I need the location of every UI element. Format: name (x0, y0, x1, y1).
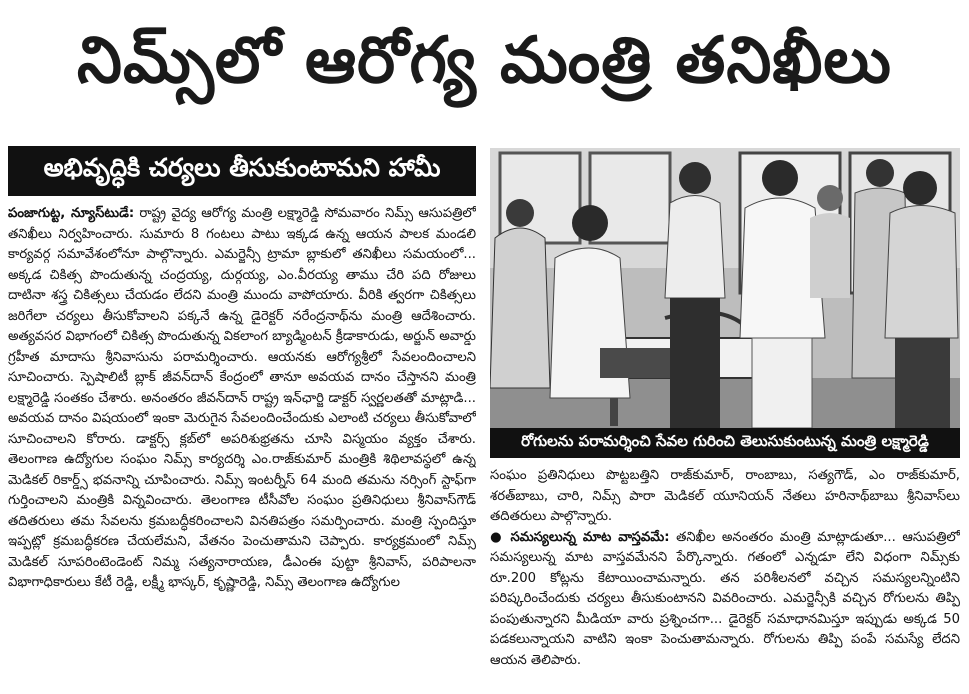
news-photo (490, 148, 960, 428)
article-right-para-2-text: తనిఖీల అనంతరం మంత్రి మాట్లాడుతూ... ఆసుపత్రిలో సమస్యలున్న మాట వాస్తవమేనని పేర్కొన్నారు. గతంలో ఎన్నడూ లేని విధంగా నిమ్స్‌కు రూ.200 కోట్లను కేటాయించామన్నారు. తన పరిశీలనలో వచ్చిన సమస్యలన్నింటిని పరిష్కరించేందుకు చర్యలు తీసుకుంటానని వివరించారు. ఎమర్జెన్సీకి వచ్చిన రోగులను తిప్పి పంపుతున్నారని మీడియా వారు ప్రశ్నించగా... డైరెక్టర్ సమాధానమిస్తూ ఇప్పుడు అక్కడ 50 పడకలున్నాయని వాటిని ఇంకా పెంచుతామన్నారు. రోగులను తిప్పి పంపే సమస్యే లేదని ఆయన తెలిపారు. (490, 529, 960, 668)
page-headline: నిమ్స్‌లో ఆరోగ్య మంత్రి తనిఖీలు (77, 23, 892, 98)
bullet-icon: ● (490, 529, 504, 545)
article-right-column (490, 466, 960, 690)
section-subtitle: సమస్యలున్న మాట వాస్తవమే: (510, 529, 670, 545)
article-left-column (8, 204, 476, 690)
article-left-body: రాష్ట్ర వైద్య ఆరోగ్య మంత్రి లక్ష్మారెడ్డి సోమవారం నిమ్స్ ఆసుపత్రిలో తనిఖీలు నిర్వహించారు. సుమారు 8 గంటలు పాటు ఇక్కడ ఉన్న ఆయన పాలక మండలి కార్యవర్గ సమావేశంలోనూ పాల్గొన్నారు. ఎమర్జెన్సీ ట్రామా బ్లాకులో తనిఖీలు సమయంలో... అక్కడ చికిత్స పొందుతున్న చంద్రయ్య, దుర్గయ్య, ఎం.వీరయ్య తాము చేరి పది రోజులు దాటినా శస్త్ర చికిత్సలు చేయడం లేదని మంత్రి ముందు వాపోయారు. వీరికి త్వరగా చికిత్సలు జరిగేలా చర్యలు తీసుకోవాలని పక్కనే ఉన్న డైరెక్టర్ నరేంద్రనాథ్‌ను మంత్రి ఆదేశించారు. అత్యవసర విభాగంలో చికిత్స పొందుతున్న వికలాంగ బ్యాడ్మింటన్ క్రీడాకారుడు, అర్జున్ అవార్డు గ్రహీత మాదాసు శ్రీనివాసును పరామర్శించారు. ఆయనకు ఆరోగ్యశ్రీలో సేవలందించాలని సూచించారు. స్పెషాలిటీ బ్లాక్ జీవన్‌దాన్ కేంద్రంలో తానూ అవయవ దానం చేస్తానని మంత్రి లక్ష్మారెడ్డి సంతకం చేశారు. అనంతరం జీవన్‌దాన్ రాష్ట్ర ఇన్‌ఛార్జి డాక్టర్ స్వర్ణలతతో మాట్లాడి... అవయవ దానం విషయంలో ఇంకా మెరుగైన సేవలందించేందుకు ఎలాంటి చర్యలు తీసుకోవాలో సూచించాలని కోరారు. డాక్టర్స్ క్లబ్‌లో అపరిశుభ్రతను చూసి విస్మయం వ్యక్తం చేశారు. తెలంగాణ ఉద్యోగుల సంఘం నిమ్స్ కార్యదర్శి ఎం.రాజ్‌కుమార్ మంత్రికి శిథిలావస్థలో ఉన్న మెడికల్ రికార్డ్స్ భవనాన్ని చూపించారు. నిమ్స్ ఇంటర్నీస్ 64 మంది తమను నర్సింగ్ స్టాఫ్‌గా గుర్తించాలని మంత్రికి విన్నవించారు. తెలంగాణ టీసీవోల సంఘం ప్రతినిధులు శ్రీనివాస్‌గౌడ్ తదితరులు తమ సేవలను క్రమబద్ధీకరించాలని వినతిపత్రం సమర్పించారు. మంత్రి స్పందిస్తూ ఇప్పట్లో క్రమబద్ధీకరణ చేయలేమని, వేతనం పెంచుతామని చెప్పారు. కార్యక్రమంలో నిమ్స్ మెడికల్ సూపరింటెండెంట్ నిమ్మ సత్యనారాయణ, డీఎంఈ పుట్టా శ్రీనివాస్, పరిపాలనా విభాగాధికారులు కేటీ రెడ్డి, లక్ష్మీ భాస్కర్, కృష్ణారెడ్డి, నిమ్స్ తెలంగాణ ఉద్యోగుల (8, 206, 476, 590)
article-right-para-2 (490, 528, 960, 672)
article-right-para-1: సంఘం ప్రతినిధులు పొట్టబత్తిని రాజ్‌కుమార్, రాంబాబు, సత్యగౌడ్, ఎం రాజ్‌కుమార్, శరత్‌బాబు, చారి, నిమ్స్ పారా మెడికల్ యూనియన్ నేతలు హరినాథ్‌బాబు శ్రీనివాస్‌లు తదితరులు పాల్గొన్నారు. (490, 468, 960, 524)
article-left-text (8, 204, 476, 594)
dateline: పంజాగుట్ట, న్యూస్‌టుడే: (8, 206, 135, 221)
photo-caption: రోగులను పరామర్శించి సేవల గురించి తెలుసుకుంటున్న మంత్రి లక్ష్మారెడ్డి (490, 428, 960, 458)
sub-headline-banner: అభివృద్ధికి చర్యలు తీసుకుంటామని హామీ (8, 146, 476, 196)
news-photo-illustration (490, 148, 960, 428)
